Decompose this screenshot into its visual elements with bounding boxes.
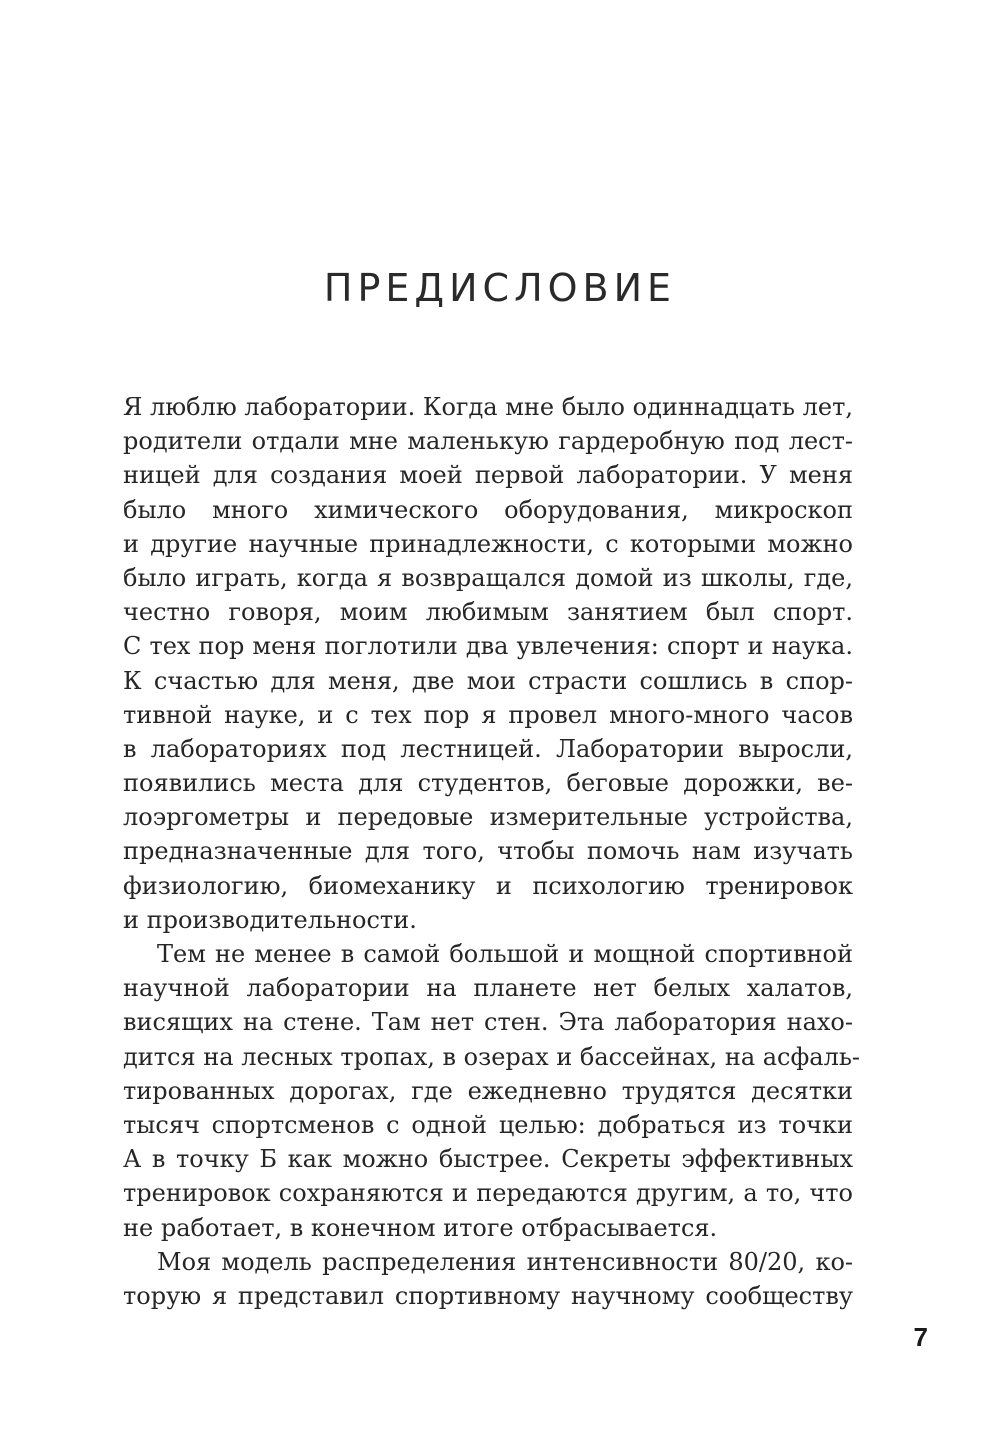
text-line: Я люблю лаборатории. Когда мне было одиннадцать лет,	[123, 393, 853, 421]
text-line: торую я представил спортивному научному сообществу	[123, 1281, 853, 1310]
text-line: висящих на стене. Там нет стен. Эта лаборатория нахо-	[123, 1008, 853, 1037]
text-line: и другие научные принадлежности, с которыми можно	[123, 529, 853, 558]
text-line: К счастью для меня, две мои страсти сошлись в спор-	[123, 666, 853, 695]
body-text	[123, 390, 861, 1313]
page-number: 7	[913, 1322, 928, 1352]
text-line: тированных дорогах, где ежедневно трудятся десятки	[123, 1076, 853, 1105]
text-line: предназначенные для того, чтобы помочь нам изучать	[123, 837, 853, 866]
text-line: в лабораториях под лестницей. Лаборатории выросли,	[123, 734, 853, 763]
text-line: С тех пор меня поглотили два увлечения: спорт и наука.	[123, 632, 853, 661]
text-line: тысяч спортсменов с одной целью: добраться из точки	[123, 1110, 853, 1139]
text-line: и производительности.	[123, 905, 417, 934]
text-line: А в точку Б как можно быстрее. Секреты эффективных	[123, 1145, 853, 1174]
text-line: родители отдали мне маленькую гардеробную под лест-	[123, 427, 853, 456]
text-line: ницей для создания моей первой лаборатории. У меня	[123, 461, 853, 490]
text-line: не работает, в конечном итоге отбрасывается.	[123, 1213, 718, 1242]
paragraph	[123, 1245, 853, 1313]
text-line: лоэргометры и передовые измерительные устройства,	[123, 803, 853, 832]
text-line: физиологию, биомеханику и психологию тренировок	[123, 871, 853, 900]
paragraph	[123, 937, 861, 1245]
text-line: тренировок сохраняются и передаются другим, а то, что	[123, 1179, 853, 1208]
text-line: честно говоря, моим любимым занятием был спорт.	[123, 598, 853, 627]
text-line: появились места для студентов, беговые дорожки, ве-	[123, 769, 853, 798]
text-line: Моя модель распределения интенсивности 80/20, ко-	[157, 1247, 853, 1276]
text-line: Тем не менее в самой большой и мощной спортивной	[157, 940, 853, 968]
text-line: было много химического оборудования, микроскоп	[123, 495, 853, 524]
chapter-title: ПРЕДИСЛОВИЕ	[323, 266, 677, 310]
text-line: тивной науке, и с тех пор я провел много-много часов	[123, 700, 853, 729]
text-line: научной лаборатории на планете нет белых халатов,	[123, 974, 853, 1003]
text-line: было играть, когда я возвращался домой из школы, где,	[123, 563, 853, 592]
paragraph	[123, 390, 853, 937]
text-line: дится на лесных тропах, в озерах и бассейнах, на асфаль-	[123, 1042, 861, 1071]
